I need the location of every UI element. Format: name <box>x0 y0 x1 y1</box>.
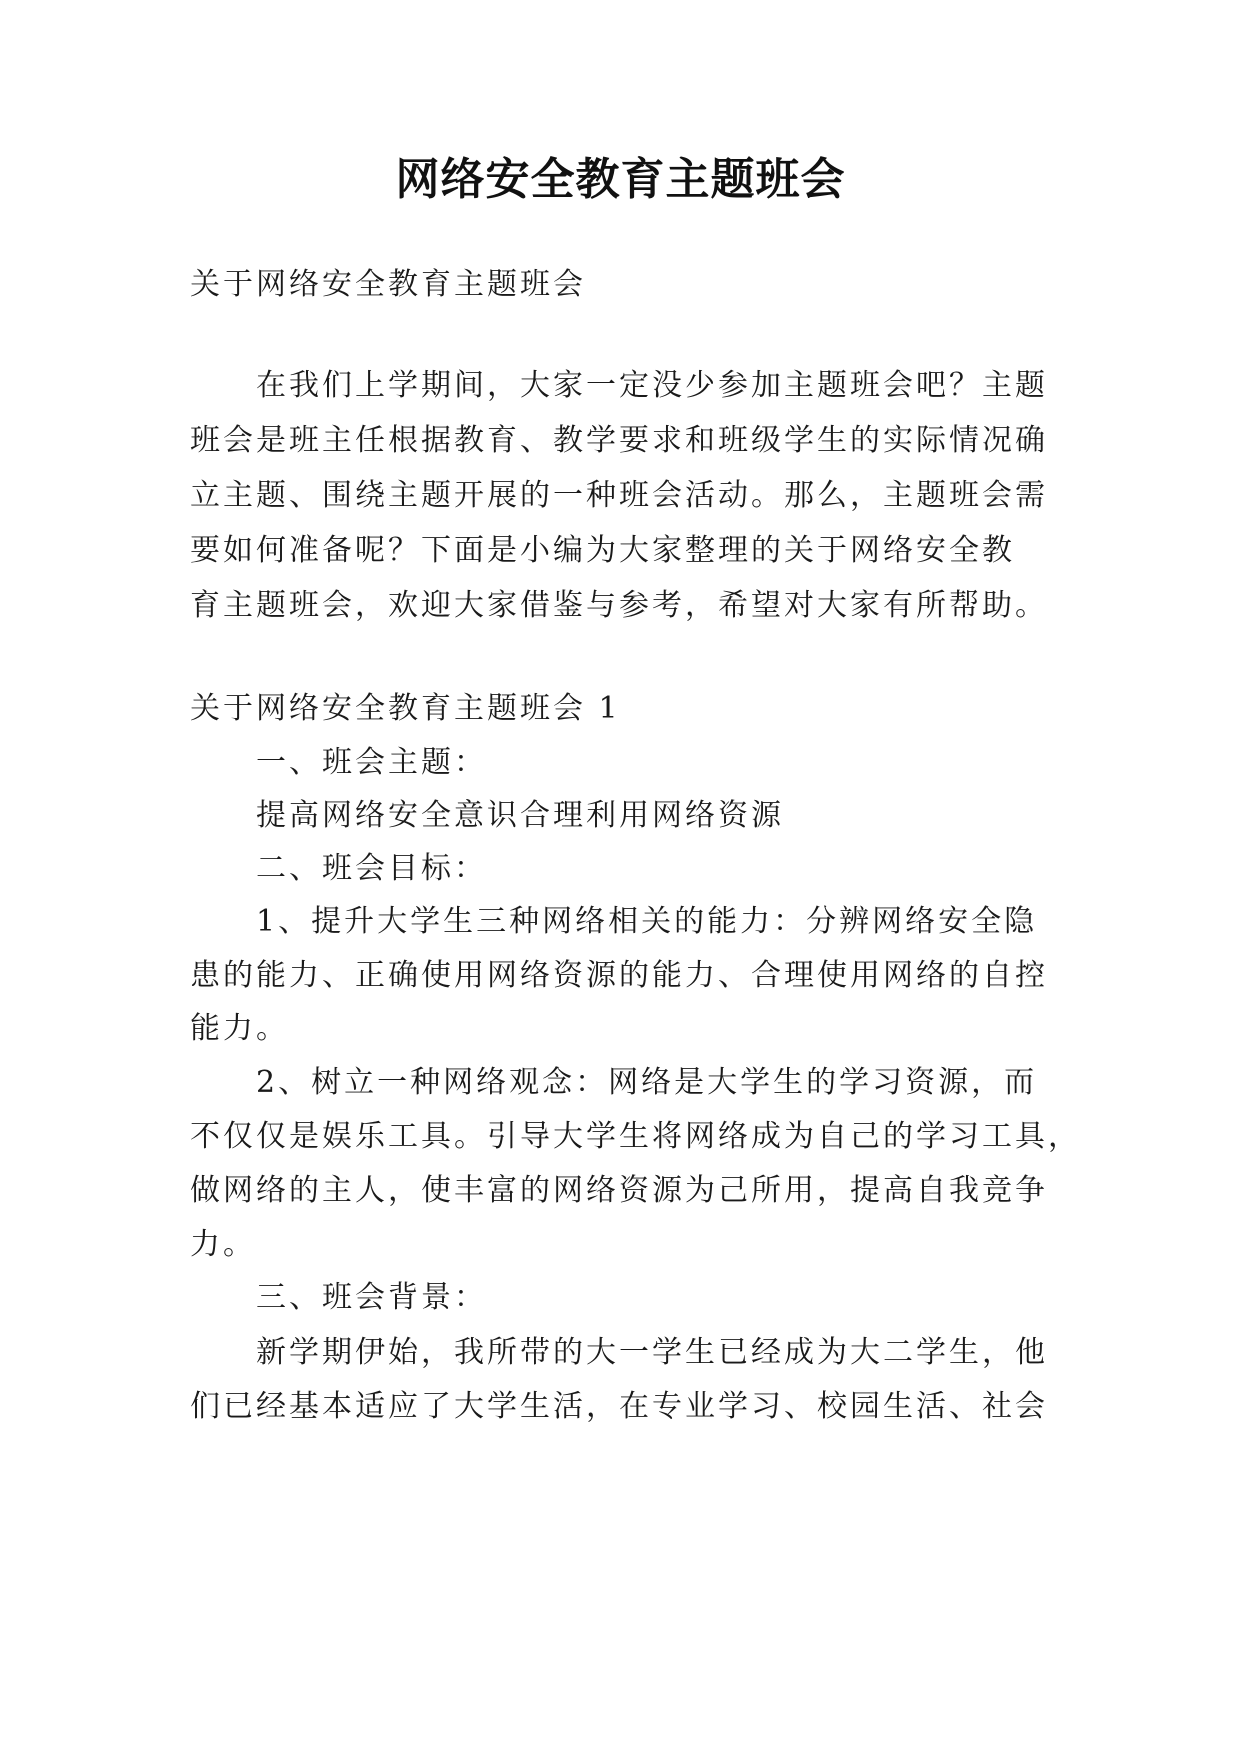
section-heading: 关于网络安全教育主题班会 1 <box>190 691 621 726</box>
goal1-line: 1、提升大学生三种网络相关的能力：分辨网络安全隐 <box>256 904 1038 939</box>
intro-line: 班会是班主任根据教育、教学要求和班级学生的实际情况确 <box>190 423 1048 458</box>
intro-line: 立主题、围绕主题开展的一种班会活动。那么，主题班会需 <box>190 478 1048 513</box>
intro-line: 在我们上学期间，大家一定没少参加主题班会吧？主题 <box>256 368 1048 403</box>
heading-goal: 二、班会目标： <box>256 851 487 886</box>
document-title: 网络安全教育主题班会 <box>395 154 846 205</box>
heading-theme: 一、班会主题： <box>256 745 487 780</box>
goal1-line: 患的能力、正确使用网络资源的能力、合理使用网络的自控 <box>190 958 1048 993</box>
goal1-line: 能力。 <box>190 1011 289 1046</box>
goal2-line: 不仅仅是娱乐工具。引导大学生将网络成为自己的学习工具， <box>190 1119 1081 1154</box>
theme-text: 提高网络安全意识合理利用网络资源 <box>256 798 784 833</box>
document-subtitle: 关于网络安全教育主题班会 <box>190 267 586 302</box>
goal2-line: 做网络的主人，使丰富的网络资源为己所用，提高自我竞争 <box>190 1173 1048 1208</box>
intro-line: 要如何准备呢？下面是小编为大家整理的关于网络安全教 <box>190 533 1015 568</box>
intro-line: 育主题班会，欢迎大家借鉴与参考，希望对大家有所帮助。 <box>190 588 1048 623</box>
goal2-line: 2、树立一种网络观念：网络是大学生的学习资源，而 <box>256 1065 1038 1100</box>
background-line: 们已经基本适应了大学生活，在专业学习、校园生活、社会 <box>190 1389 1048 1424</box>
heading-background: 三、班会背景： <box>256 1280 487 1315</box>
background-line: 新学期伊始，我所带的大一学生已经成为大二学生，他 <box>256 1335 1048 1370</box>
goal2-line: 力。 <box>190 1227 256 1262</box>
